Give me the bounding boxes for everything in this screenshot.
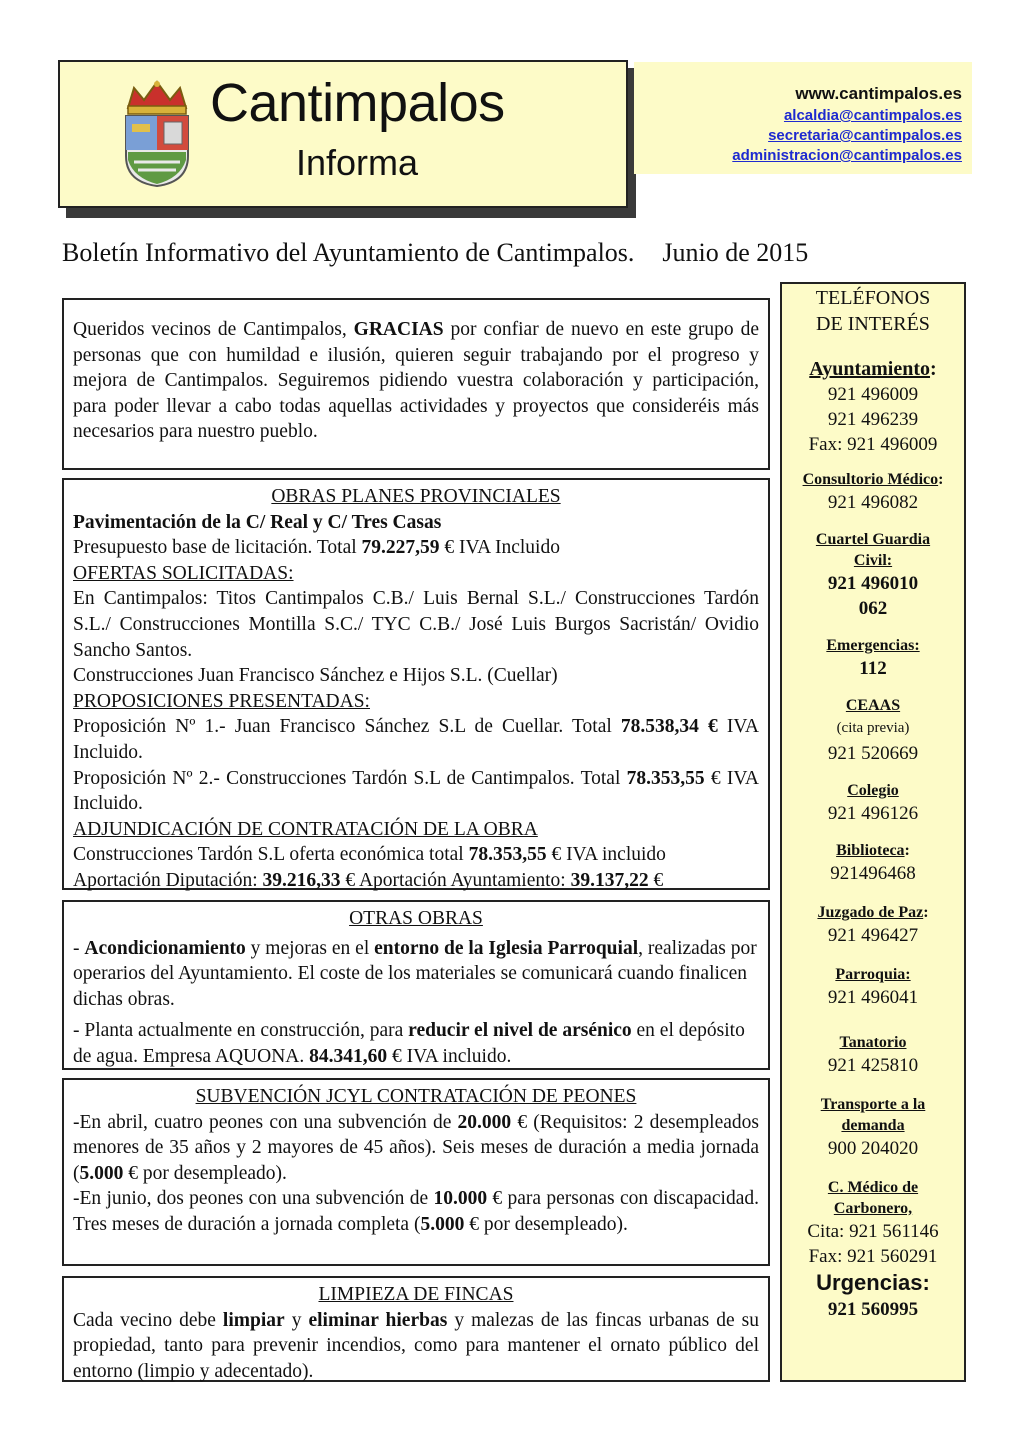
carbonero-label-2: Carbonero,	[833, 1200, 913, 1217]
bulletin-title: Boletín Informativo del Ayuntamiento de Cantimpalos.	[62, 238, 635, 267]
carbonero-contact	[782, 1177, 964, 1322]
tanatorio-phone: 921 425810	[827, 1055, 919, 1076]
ofertas-title: OFERTAS SOLICITADAS:	[73, 562, 294, 584]
otras-obras-box	[62, 900, 770, 1070]
section-title: LIMPIEZA DE FINCAS	[318, 1284, 514, 1305]
section-title: OBRAS PLANES PROVINCIALES	[271, 486, 561, 507]
consultorio-phone: 921 496082	[827, 492, 919, 513]
urgencias-label: Urgencias:	[816, 1270, 930, 1295]
ceaas-label: CEAAS	[845, 697, 901, 714]
intro-box	[62, 298, 770, 470]
subvencion-abril: -En abril, cuatro peones con una subvención de 20.000 € (Requisitos: 2 desempleados menores de 35 años y 2 mayores de 45 años). Seis meses de duración a media jornada (5.000 € por desempleado).	[73, 1111, 759, 1184]
tanatorio-contact	[782, 1032, 964, 1078]
obras-planes-box	[62, 478, 770, 890]
ayuntamiento-phone-2: 921 496239	[827, 409, 919, 430]
proposicion-2: Proposición Nº 2.- Construcciones Tardón S.L de Cantimpalos. Total 78.353,55 € IVA Incluido.	[73, 767, 759, 815]
email-alcaldia-link[interactable]: alcaldia@cantimpalos.es	[783, 107, 962, 124]
otras-obras-item-1: - Acondicionamiento y mejoras en el entorno de la Iglesia Parroquial, realizadas por operarios del Ayuntamiento. El coste de los materiales se comunicará cuando finalicen dichas obras.	[73, 937, 757, 1010]
ayuntamiento-fax: Fax: 921 496009	[808, 434, 938, 455]
bulletin-heading	[62, 238, 808, 268]
ayuntamiento-contact: Ayuntamiento: 921 496009 921 496239 Fax: 921 496009	[782, 356, 964, 457]
limpieza-text: Cada vecino debe limpiar y eliminar hierbas y malezas de las fincas urbanas de su propiedad, tanto para prevenir incendios, como para mantener el ornato público del entorno (limpio y adecentado).	[73, 1309, 760, 1382]
telefonos-sidebar	[780, 282, 966, 1382]
email-administracion-link[interactable]: administracion@cantimpalos.es	[732, 147, 962, 164]
subvencion-junio: -En junio, dos peones con una subvención de 10.000 € para personas con discapacidad. Tres meses de duración a jornada completa (5.000 € por desempleado).	[73, 1188, 759, 1235]
transporte-label-1: Transporte a la	[820, 1096, 926, 1113]
emergencias-phone: 112	[859, 658, 887, 679]
email-secretaria-link[interactable]: secretaria@cantimpalos.es	[768, 127, 962, 144]
emergencias-contact	[782, 635, 964, 681]
colegio-contact	[782, 780, 964, 826]
biblioteca-label: Biblioteca	[836, 842, 905, 859]
transporte-label-2: demanda	[841, 1117, 905, 1134]
consultorio-contact: Consultorio Médico: 921 496082	[782, 469, 964, 515]
budget-line: Presupuesto base de licitación. Total 79.227,59 € IVA Incluido	[73, 537, 560, 559]
adjudicacion-text: Construcciones Tardón S.L oferta económica total 78.353,55 € IVA incluido	[73, 844, 666, 866]
intro-text: Queridos vecinos de Cantimpalos, GRACIAS por confiar de nuevo en este grupo de personas que con humildad e ilusión, quieren seguir trabajando por el progreso y mejora de Cantimpalos. Seguiremos pidiendo vuestra colaboración y participación, para poder llevar a cabo todas aquellas actividades y proyectos que consideréis más necesarios para nuestro pueblo.	[73, 319, 759, 443]
colegio-phone: 921 496126	[827, 803, 919, 824]
parroquia-phone: 921 496041	[827, 987, 919, 1008]
aportaciones-text: Aportación Diputación: 39.216,33 € Aportación Ayuntamiento: 39.137,22 €	[73, 869, 664, 891]
brand-title: Cantimpalos	[210, 73, 505, 133]
guardia-civil-contact	[782, 529, 964, 621]
ayuntamiento-label: Ayuntamiento	[809, 358, 931, 380]
parroquia-contact	[782, 964, 964, 1010]
contact-block	[634, 62, 972, 174]
obras-subtitle: Pavimentación de la C/ Real y C/ Tres Casas	[73, 511, 442, 533]
guardia-label-2: Civil:	[853, 552, 893, 569]
juzgado-phone: 921 496427	[827, 925, 919, 946]
website-link[interactable]: www.cantimpalos.es	[795, 84, 962, 103]
limpieza-box	[62, 1276, 770, 1382]
subvencion-box	[62, 1078, 770, 1266]
carbonero-fax: Fax: 921 560291	[808, 1246, 938, 1267]
parroquia-label: Parroquia:	[835, 966, 911, 983]
brand-subtitle: Informa	[296, 142, 419, 183]
emergencias-label: Emergencias:	[826, 637, 920, 654]
adjudicacion-title: ADJUNDICACIÓN DE CONTRATACIÓN DE LA OBRA	[73, 818, 538, 840]
bulletin-date: Junio de 2015	[662, 238, 809, 267]
ofertas-extra: Construcciones Juan Francisco Sánchez e Hijos S.L. (Cuellar)	[73, 665, 558, 687]
consultorio-label: Consultorio Médico	[802, 471, 939, 488]
biblioteca-phone: 921496468	[830, 863, 916, 884]
otras-obras-item-2: - Planta actualmente en construcción, para reducir el nivel de arsénico en el depósito de agua. Empresa AQUONA. 84.341,60 € IVA incluido.	[73, 1020, 745, 1067]
carbonero-cita: Cita: 921 561146	[807, 1221, 939, 1242]
ceaas-contact	[782, 695, 964, 766]
guardia-label-1: Cuartel Guardia	[815, 531, 931, 548]
telefonos-title-1: TELÉFONOS	[815, 287, 931, 309]
telefonos-title-2: DE INTERÉS	[816, 313, 930, 335]
ceaas-phone: 921 520669	[827, 743, 919, 764]
colegio-label: Colegio	[847, 782, 899, 799]
section-title: OTRAS OBRAS	[349, 908, 483, 929]
section-title: SUBVENCIÓN JCYL CONTRATACIÓN DE PEONES	[195, 1086, 637, 1107]
guardia-phone-2: 062	[858, 598, 888, 619]
carbonero-label-1: C. Médico de	[827, 1179, 919, 1196]
transporte-contact	[782, 1094, 964, 1161]
ayuntamiento-phone-1: 921 496009	[827, 384, 919, 405]
coat-of-arms-icon	[120, 78, 194, 188]
transporte-phone: 900 204020	[827, 1138, 919, 1159]
urgencias-phone: 921 560995	[827, 1299, 919, 1320]
biblioteca-contact: Biblioteca: 921496468	[782, 840, 964, 886]
tanatorio-label: Tanatorio	[839, 1034, 907, 1051]
juzgado-contact: Juzgado de Paz: 921 496427	[782, 902, 964, 948]
ceaas-note: (cita previa)	[836, 720, 910, 736]
ofertas-text: En Cantimpalos: Titos Cantimpalos C.B./ Luis Bernal S.L./ Construcciones Tardón S.L./ Construcciones Montilla S.C./ TYC C.B./ José Luis Burgos Sacristán/ Ovidio Sancho Santos.	[73, 588, 759, 661]
juzgado-label: Juzgado de Paz	[817, 904, 924, 921]
guardia-phone-1: 921 496010	[827, 573, 919, 594]
proposiciones-title: PROPOSICIONES PRESENTADAS:	[73, 690, 370, 712]
proposicion-1: Proposición Nº 1.- Juan Francisco Sánchez S.L de Cuellar. Total 78.538,34 € IVA Incluido.	[73, 716, 759, 763]
